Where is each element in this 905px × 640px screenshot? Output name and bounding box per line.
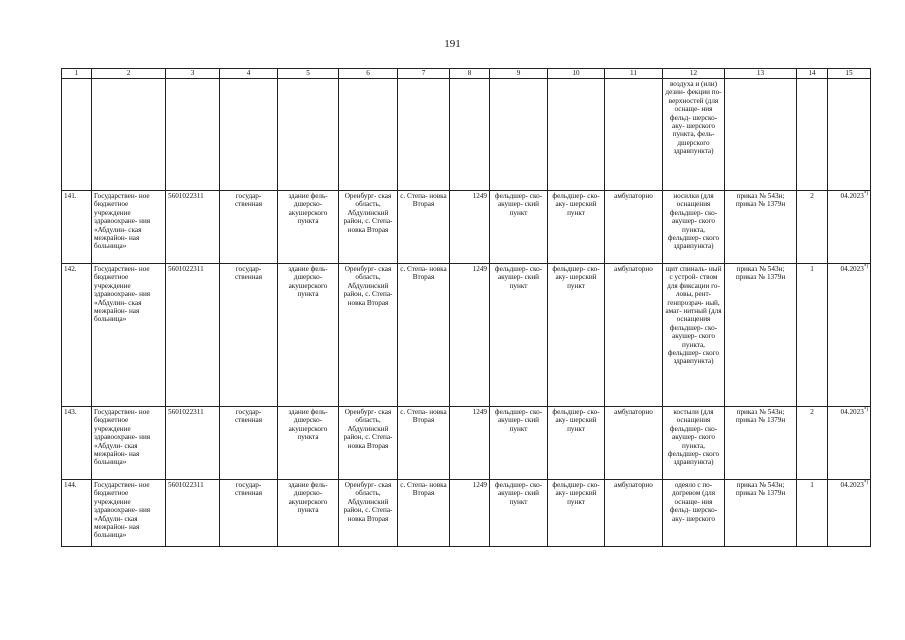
subdivision-cell: фельдшер- ско-аку- шерский пункт — [548, 191, 605, 264]
population-cell: 1249 — [450, 264, 490, 407]
order-cell: приказ № 543н; приказ № 1379н — [725, 191, 797, 264]
address-cell: Оренбург- ская область, Абдулинский район, с. Степа- новка Вторая — [339, 191, 398, 264]
equipment-cell: одеяло с по- догревом (для оснаще- ния фельд- шерско-аку- шерского — [663, 480, 725, 547]
table-row — [62, 191, 871, 264]
column-number: 7 — [398, 69, 450, 79]
organization-cell: Государствен- ное бюджетное учреждение здравоохране- ния «Абдулин- ская межрайон- ная больница» — [92, 191, 166, 264]
date-footnote: *) — [863, 264, 868, 270]
order-cell: приказ № 543н; приказ № 1379н — [725, 407, 797, 480]
code-cell: 5601022311 — [166, 407, 220, 480]
column-number: 8 — [450, 69, 490, 79]
row-number: 143. — [62, 407, 92, 480]
date-footnote: *) — [863, 407, 868, 413]
equipment-cell: воздуха и (или) дезин- фекции по- верхностей (для оснаще- ния фельд- шерско-аку- шерского пункта, фель- дшерского здравпункта) — [663, 79, 725, 191]
settlement-cell: с. Степа- новка Вторая — [398, 191, 450, 264]
quantity-cell: 2 — [797, 407, 828, 480]
code-cell: 5601022311 — [166, 264, 220, 407]
code-cell: 5601022311 — [166, 191, 220, 264]
table-row — [62, 264, 871, 407]
settlement-cell: с. Степа- новка Вторая — [398, 480, 450, 547]
column-number: 5 — [278, 69, 339, 79]
care-form-cell: амбулаторно — [605, 264, 663, 407]
page-number: 191 — [444, 38, 461, 50]
date-value: 04.2023 — [840, 192, 864, 200]
column-number-row — [62, 69, 871, 79]
table-row — [62, 407, 871, 480]
quantity-cell: 1 — [797, 480, 828, 547]
care-form-cell: амбулаторно — [605, 407, 663, 480]
equipment-cell: щит спиналь- ный с устрой- ством для фиксации го- ловы, рент- генпрозрач- ный, амаг- нитный (для оснащения фельдшер- ско-акушер- ского пункта, фельдшер- ского здравпункта) — [663, 264, 725, 407]
subdivision-cell: фельдшер- ско-аку- шерский пункт — [548, 480, 605, 547]
date-cell — [828, 264, 871, 407]
column-number: 13 — [725, 69, 797, 79]
building-cell: здание фель- дшерско- акушерского пункта — [278, 264, 339, 407]
column-number: 10 — [548, 69, 605, 79]
row-number: 141. — [62, 191, 92, 264]
building-cell: здание фель- дшерско- акушерского пункта — [278, 191, 339, 264]
ownership-cell: государ- ственная — [220, 191, 278, 264]
table-row — [62, 480, 871, 547]
column-number: 15 — [828, 69, 871, 79]
building-cell: здание фель- дшерско- акушерского пункта — [278, 480, 339, 547]
organization-cell: Государствен- ное бюджетное учреждение здравоохране- ния «Абдули- ская межрайон- ная больница» — [92, 480, 166, 547]
ownership-cell: государ- ственная — [220, 480, 278, 547]
order-cell: приказ № 543н; приказ № 1379н — [725, 264, 797, 407]
column-number: 1 — [62, 69, 92, 79]
organization-cell: Государствен- ное бюджетное учреждение здравоохране- ния «Абдули- ская межрайон- ная больница» — [92, 407, 166, 480]
address-cell: Оренбург- ская область, Абдулинский район, с. Степа- новка Вторая — [339, 407, 398, 480]
order-cell: приказ № 543н; приказ № 1379н — [725, 480, 797, 547]
subdivision-cell: фельдшер- ско-аку- шерский пункт — [548, 407, 605, 480]
unit-type-cell: фельдшер- ско-акушер- ский пункт — [490, 264, 548, 407]
settlement-cell: с. Степа- новка Вторая — [398, 407, 450, 480]
equipment-cell: носилки (для оснащения фельдшер- ско-акушер- ского пункта, фельдшер- ского здравпункта) — [663, 191, 725, 264]
column-number: 3 — [166, 69, 220, 79]
ownership-cell: государ- ственная — [220, 407, 278, 480]
date-value: 04.2023 — [840, 408, 864, 416]
row-number: 144. — [62, 480, 92, 547]
date-value: 04.2023 — [840, 265, 864, 273]
date-cell — [828, 407, 871, 480]
continued-row — [62, 79, 871, 191]
equipment-cell: костыли (для оснащения фельдшер- ско-акушер- ского пункта, фельдшер- ского здравпункта) — [663, 407, 725, 480]
date-cell — [828, 480, 871, 547]
organization-cell: Государствен- ное бюджетное учреждение здравоохране- ния «Абдулин- ская межрайон- ная больница» — [92, 264, 166, 407]
equipment-table — [61, 68, 871, 547]
settlement-cell: с. Степа- новка Вторая — [398, 264, 450, 407]
ownership-cell: государ- ственная — [220, 264, 278, 407]
column-number: 12 — [663, 69, 725, 79]
quantity-cell: 2 — [797, 191, 828, 264]
unit-type-cell: фельдшер- ско-акушер- ский пункт — [490, 191, 548, 264]
code-cell: 5601022311 — [166, 480, 220, 547]
date-footnote: *) — [863, 191, 868, 197]
unit-type-cell: фельдшер- ско-акушер- ский пункт — [490, 480, 548, 547]
column-number: 11 — [605, 69, 663, 79]
column-number: 14 — [797, 69, 828, 79]
care-form-cell: амбулаторно — [605, 191, 663, 264]
unit-type-cell: фельдшер- ско-акушер- ский пункт — [490, 407, 548, 480]
quantity-cell: 1 — [797, 264, 828, 407]
population-cell: 1249 — [450, 407, 490, 480]
column-number: 9 — [490, 69, 548, 79]
subdivision-cell: фельдшер- ско-аку- шерский пункт — [548, 264, 605, 407]
column-number: 4 — [220, 69, 278, 79]
population-cell: 1249 — [450, 480, 490, 547]
address-cell: Оренбург- ская область, Абдулинский район, с. Степа- новка Вторая — [339, 480, 398, 547]
population-cell: 1249 — [450, 191, 490, 264]
date-footnote: *) — [863, 480, 868, 486]
address-cell: Оренбург- ская область, Абдулинский район, с. Степа- новка Вторая — [339, 264, 398, 407]
column-number: 6 — [339, 69, 398, 79]
care-form-cell: амбулаторно — [605, 480, 663, 547]
building-cell: здание фель- дшерско- акушерского пункта — [278, 407, 339, 480]
column-number: 2 — [92, 69, 166, 79]
date-value: 04.2023 — [840, 481, 864, 489]
date-cell — [828, 191, 871, 264]
row-number: 142. — [62, 264, 92, 407]
